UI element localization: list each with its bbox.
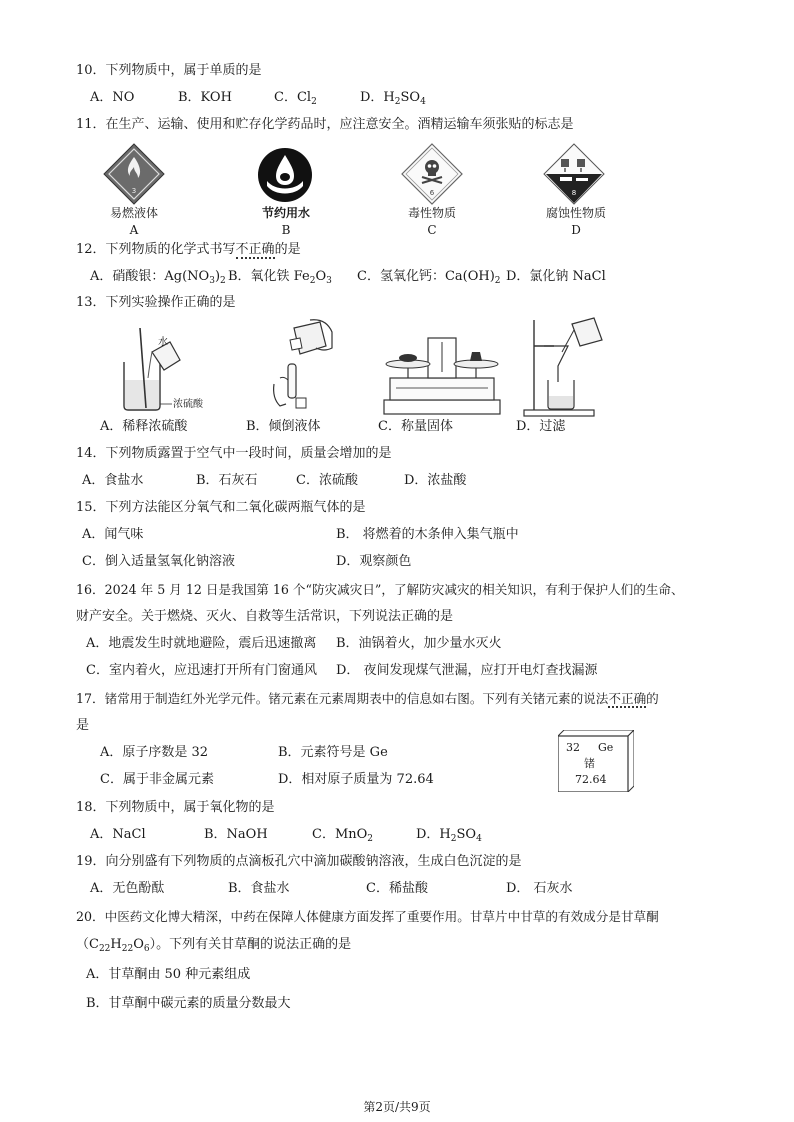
q10-option-b: B．KOH — [178, 90, 232, 105]
balance-figure — [380, 330, 504, 416]
sign-a-caption: 易燃液体 — [109, 206, 158, 220]
label-acid: 浓硫酸 — [173, 399, 203, 410]
q20-option-a: A．甘草酮由 50 种元素组成 — [86, 967, 251, 982]
q20-stem-line2: $(C_{22}H_{22}O_6)$。下列有关甘草酮的说法正确的是 — [76, 937, 352, 954]
q15-option-a: A．闻气味 — [82, 527, 144, 542]
q14-stem: 14．下列物质露置于空气中一段时间，质量会增加的是 — [76, 446, 392, 461]
q16-option-c: C．室内着火，应迅速打开所有门窗通风 — [86, 663, 317, 678]
svg-text:6: 6 — [429, 189, 435, 197]
corrosive-icon — [543, 143, 605, 205]
water-saving-icon — [257, 147, 313, 203]
pour-liquid-figure — [254, 318, 334, 418]
q13-option-d: D．过滤 — [516, 419, 566, 434]
q14-option-a: A．食盐水 — [82, 473, 144, 488]
q19-option-d: D． 石灰水 — [506, 881, 573, 896]
q10-option-c: C．$Cl_2$ — [274, 90, 317, 107]
tile-name: 锗 — [584, 757, 595, 770]
page-number: 第2页/共9页 — [363, 1100, 431, 1114]
tile-atomic-number: 32 — [566, 741, 580, 754]
q13-option-b: B．倾倒液体 — [246, 419, 321, 434]
q18-option-a: A．NaCl — [90, 827, 146, 842]
q13-option-c: C．称量固体 — [378, 419, 453, 434]
q18-option-d: D．$H_2SO_4$ — [416, 827, 482, 844]
q20-option-b: B．甘草酮中碳元素的质量分数最大 — [86, 996, 291, 1011]
q12-option-a: A．硝酸银：$Ag(NO_3)_2$ — [90, 269, 226, 286]
q17-stem-line2: 是 — [76, 718, 90, 733]
q15-option-d: D．观察颜色 — [336, 554, 412, 569]
q19-option-a: A．无色酚酞 — [90, 881, 165, 896]
q10-option-a: A．NO — [90, 90, 135, 105]
q19-option-b: B．食盐水 — [228, 881, 290, 896]
q16-option-a: A．地震发生时就地避险，震后迅速撤离 — [86, 636, 317, 651]
q17-option-b: B．元素符号是 Ge — [278, 745, 388, 760]
q11-stem: 11．在生产、运输、使用和贮存化学药品时，应注意安全。酒精运输车须张贴的标志是 — [76, 117, 574, 132]
q17-stem-line1: 17．锗常用于制造红外光学元件。锗元素在元素周期表中的信息如右图。下列有关锗元素的说法不正确的 — [76, 691, 659, 706]
q18-option-c: C．MnO$_2$ — [312, 827, 374, 844]
tile-symbol: Ge — [598, 741, 614, 754]
q19-option-c: C．稀盐酸 — [366, 881, 428, 896]
q17-option-a: A．原子序数是 32 — [100, 745, 209, 760]
label-water: 水 — [158, 337, 168, 348]
q16-option-d: D． 夜间发现煤气泄漏，应打开电灯查找漏源 — [336, 663, 598, 678]
q12-option-b: B．氧化铁 $Fe_2O_3$ — [228, 269, 332, 286]
toxic-icon — [401, 143, 463, 205]
q15-option-c: C．倒入适量氢氧化钠溶液 — [82, 554, 235, 569]
dilute-acid-figure — [114, 322, 224, 414]
q10-stem: 10．下列物质中，属于单质的是 — [76, 63, 262, 78]
q20-stem-line1: 20．中医药文化博大精深，中药在保障人体健康方面发挥了重要作用。甘草片中甘草的有效成分是甘草酮 — [76, 909, 659, 924]
q12-stem: 12．下列物质的化学式书写不正确的是 — [76, 242, 301, 257]
q14-option-c: C．浓硫酸 — [296, 473, 358, 488]
q13-option-a: A．稀释浓硫酸 — [100, 419, 188, 434]
q16-stem-line1: 16．2024 年 5 月 12 日是我国第 16 个“防灾减灾日”，了解防灾减灾的相关知识，有利于保护人们的生命、 — [76, 582, 684, 597]
q19-stem: 19．向分别盛有下列物质的点滴板孔穴中滴加碳酸钠溶液，生成白色沉淀的是 — [76, 854, 522, 869]
svg-text:3: 3 — [131, 187, 137, 195]
tile-mass: 72.64 — [575, 773, 607, 786]
q15-stem: 15．下列方法能区分氧气和二氧化碳两瓶气体的是 — [76, 500, 366, 515]
q14-option-b: B．石灰石 — [196, 473, 258, 488]
q14-option-d: D．浓盐酸 — [404, 473, 467, 488]
sign-a-letter: A — [129, 223, 139, 237]
sign-d-letter: D — [571, 223, 581, 237]
q12-option-d: D．氯化钠 NaCl — [506, 269, 606, 284]
sign-c-letter: C — [427, 223, 437, 237]
q18-option-b: B．NaOH — [204, 827, 268, 842]
q13-stem: 13．下列实验操作正确的是 — [76, 295, 236, 310]
sign-b-caption: 节约用水 — [261, 206, 310, 220]
q10-option-d: D．$H_2SO_4$ — [360, 90, 426, 107]
q15-option-b: B． 将燃着的木条伸入集气瓶中 — [336, 527, 519, 542]
sign-c-caption: 毒性物质 — [407, 206, 456, 220]
q17-option-c: C．属于非金属元素 — [100, 772, 214, 787]
q16-stem-line2: 财产安全。关于燃烧、灭火、自救等生活常识，下列说法正确的是 — [76, 609, 454, 624]
svg-text:8: 8 — [571, 189, 577, 197]
q17-option-d: D．相对原子质量为 72.64 — [278, 772, 434, 787]
flammable-liquid-icon — [103, 143, 165, 205]
q12-option-c: C．氢氧化钙：$Ca(OH)_2$ — [357, 269, 501, 286]
q16-option-b: B．油锅着火，加少量水灭火 — [336, 636, 502, 651]
sign-b-letter: B — [281, 223, 291, 237]
q18-stem: 18．下列物质中，属于氧化物的是 — [76, 800, 275, 815]
sign-d-caption: 腐蚀性物质 — [545, 206, 606, 220]
filtration-figure — [522, 316, 610, 418]
